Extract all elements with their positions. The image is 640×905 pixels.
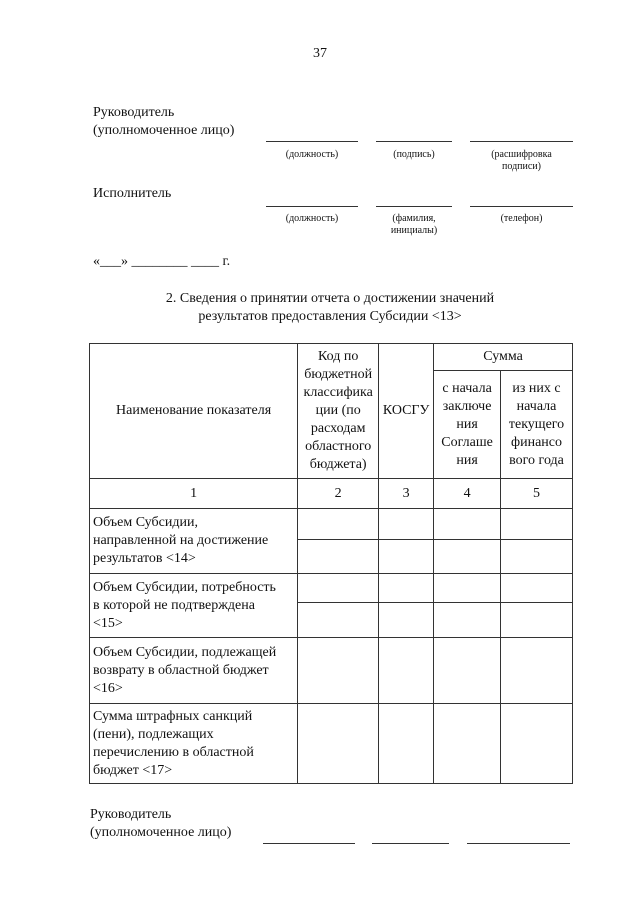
- header-sum: Сумма: [434, 344, 573, 371]
- header-budget-code: Код по бюджетной классифика ции (по расходам областного бюджета): [298, 344, 379, 479]
- table-cell[interactable]: [298, 509, 379, 540]
- table-cell[interactable]: [379, 574, 434, 603]
- row-label-subsidy-unconfirmed: Объем Субсидии, потребность в которой не подтверждена <15>: [90, 574, 298, 638]
- header-sum-since-agreement: с начала заключе ния Соглаше ния: [434, 371, 501, 479]
- executor-position-line[interactable]: [266, 206, 358, 207]
- executor-label: Исполнитель: [93, 186, 172, 201]
- column-number: 3: [379, 479, 434, 509]
- executor-name-caption-line1: (фамилия,: [392, 213, 436, 224]
- bottom-decoding-line[interactable]: [467, 843, 570, 844]
- bottom-signatory-label: [90, 806, 231, 842]
- table-cell[interactable]: [298, 638, 379, 704]
- table-cell[interactable]: [501, 509, 573, 540]
- bottom-signatory-label-line1: Руководитель: [90, 807, 172, 822]
- header-indicator-name: Наименование показателя: [90, 344, 298, 479]
- section-heading-line2: результатов предоставления Субсидии <13>: [198, 309, 462, 324]
- table-cell[interactable]: [434, 540, 501, 574]
- executor-name-line[interactable]: [376, 206, 452, 207]
- table-cell[interactable]: [501, 574, 573, 603]
- executor-position-caption: (должность): [285, 213, 339, 224]
- table-cell[interactable]: [298, 704, 379, 784]
- executor-name-caption: [376, 213, 452, 237]
- bottom-signatory-label-line2: (уполномоченное лицо): [90, 825, 232, 840]
- table-cell[interactable]: [379, 638, 434, 704]
- column-number: 4: [434, 479, 501, 509]
- column-number: 1: [90, 479, 298, 509]
- decoding-caption-line1: (расшифровка: [491, 149, 552, 160]
- signatory-label: [93, 104, 234, 140]
- position-caption: (должность): [285, 149, 339, 160]
- signatory-label-line2: (уполномоченное лицо): [93, 123, 235, 138]
- table-cell[interactable]: [379, 540, 434, 574]
- decoding-signature-line[interactable]: [470, 141, 573, 142]
- executor-phone-line[interactable]: [470, 206, 573, 207]
- table-cell[interactable]: [434, 509, 501, 540]
- table-cell[interactable]: [298, 540, 379, 574]
- page-number: 37: [313, 46, 327, 61]
- table-cell[interactable]: [298, 574, 379, 603]
- date-line[interactable]: «___» ________ ____ г.: [93, 254, 231, 269]
- table-row: [90, 509, 573, 540]
- row-label-subsidy-return: Объем Субсидии, подлежащей возврату в областной бюджет <16>: [90, 638, 298, 704]
- bottom-position-line[interactable]: [263, 843, 355, 844]
- table-cell[interactable]: [434, 638, 501, 704]
- decoding-caption-line2: подписи): [502, 161, 541, 172]
- row-label-subsidy-directed: Объем Субсидии, направленной на достижение результатов <14>: [90, 509, 298, 574]
- table-cell[interactable]: [298, 603, 379, 638]
- executor-name-caption-line2: инициалы): [390, 225, 438, 236]
- table-cell[interactable]: [379, 509, 434, 540]
- decoding-caption: [470, 149, 573, 173]
- report-table: [89, 343, 573, 784]
- executor-phone-caption: (телефон): [500, 213, 543, 224]
- column-number: 5: [501, 479, 573, 509]
- column-number: 2: [298, 479, 379, 509]
- table-cell[interactable]: [434, 704, 501, 784]
- table-cell[interactable]: [501, 603, 573, 638]
- section-heading: [60, 290, 600, 326]
- position-signature-line[interactable]: [266, 141, 358, 142]
- header-sum-current-year: из них с начала текущего финансо вого года: [501, 371, 573, 479]
- signature-caption: (подпись): [393, 149, 435, 160]
- table-cell[interactable]: [379, 603, 434, 638]
- table-cell[interactable]: [501, 704, 573, 784]
- table-cell[interactable]: [434, 574, 501, 603]
- table-row: [90, 574, 573, 603]
- signature-line[interactable]: [376, 141, 452, 142]
- column-numbers-row: [90, 479, 573, 509]
- table-cell[interactable]: [501, 638, 573, 704]
- signatory-label-line1: Руководитель: [93, 105, 175, 120]
- table-cell[interactable]: [379, 704, 434, 784]
- bottom-signature-line[interactable]: [372, 843, 449, 844]
- header-kosgu: КОСГУ: [379, 344, 434, 479]
- table-row: [90, 638, 573, 704]
- table-cell[interactable]: [501, 540, 573, 574]
- table-cell[interactable]: [434, 603, 501, 638]
- table-row: [90, 704, 573, 784]
- row-label-penalties: Сумма штрафных санкций (пени), подлежащих перечислению в областной бюджет <17>: [90, 704, 298, 784]
- section-heading-line1: 2. Сведения о принятии отчета о достижении значений: [165, 291, 495, 306]
